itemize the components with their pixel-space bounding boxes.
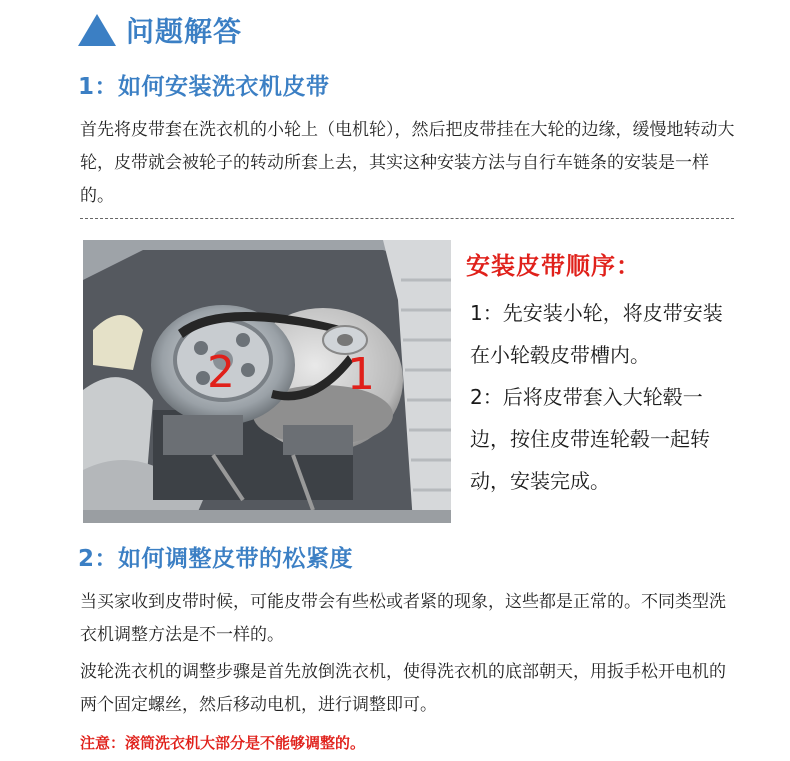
- wheel-2-label: 2: [207, 347, 235, 398]
- triangle-icon: [78, 14, 116, 46]
- sequence-steps: [470, 292, 740, 502]
- sequence-title: 安装皮带顺序：: [466, 252, 641, 280]
- sequence-step-1: 1：先安装小轮，将皮带安装在小轮毂皮带槽内。: [470, 301, 723, 367]
- section-header: [78, 8, 242, 52]
- section2-paragraph-2: 波轮洗衣机的调整步骤是首先放倒洗衣机，使得洗衣机的底部朝天，用扳手松开电机的两个固定螺丝，然后移动电机，进行调整即可。: [80, 662, 726, 715]
- section2-heading: 2：如何调整皮带的松紧度: [78, 546, 354, 572]
- warning-note: 注意：滚筒洗衣机大部分是不能够调整的。: [80, 734, 366, 752]
- section1-paragraph: 首先将皮带套在洗衣机的小轮上（电机轮），然后把皮带挂在大轮的边缘，缓慢地转动大轮，皮带就会被轮子的转动所套上去，其实这种安装方法与自行车链条的安装是一样的。: [80, 120, 735, 206]
- belt-installation-photo: [83, 240, 451, 523]
- wheel-1-label: 1: [347, 349, 375, 400]
- section2-paragraph-1: 当买家收到皮带时候，可能皮带会有些松或者紧的现象，这些都是正常的。不同类型洗衣机调整方法是不一样的。: [80, 592, 726, 645]
- section1-heading: 1：如何安装洗衣机皮带: [78, 74, 330, 100]
- sequence-step-2: 2：后将皮带套入大轮毂一边，按住皮带连轮毂一起转动，安装完成。: [470, 385, 710, 493]
- divider: [80, 218, 734, 219]
- header-title: 问题解答: [126, 15, 243, 48]
